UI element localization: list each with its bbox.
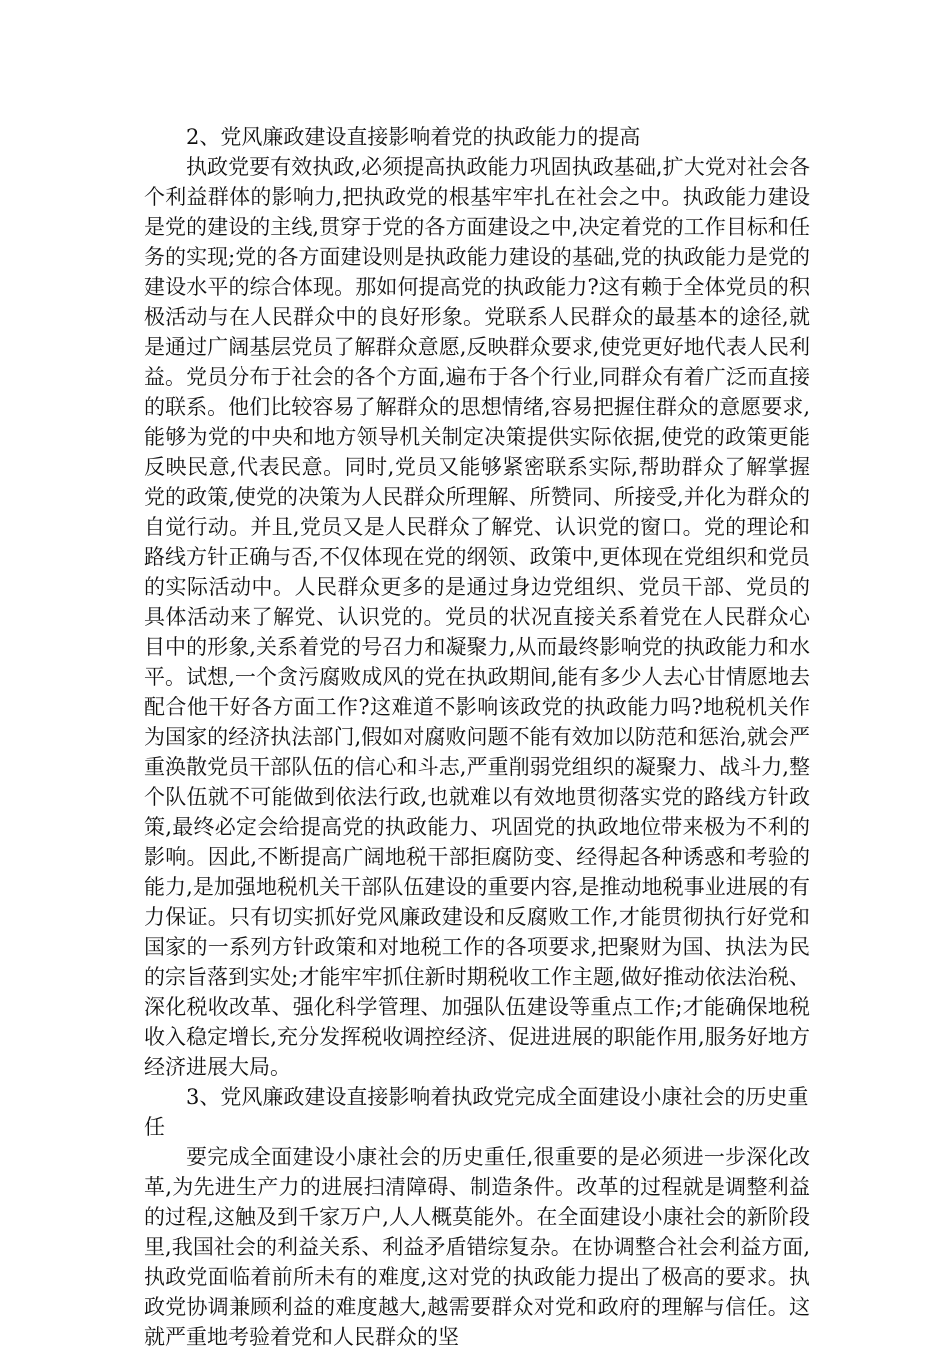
document-page xyxy=(144,122,810,1352)
section-2-paragraph: 执政党要有效执政,必须提高执政能力巩固执政基础,扩大党对社会各个利益群体的影响力,把执政党的根基牢牢扎在社会之中。执政能力建设是党的建设的主线,贯穿于党的各方面建设之中,决定着党的工作目标和任务的实现;党的各方面建设则是执政能力建设的基础,党的执政能力是党的建设水平的综合体现。那如何提高党的执政能力?这有赖于全体党员的积极活动与在人民群众中的良好形象。党联系人民群众的最基本的途径,就是通过广阔基层党员了解群众意愿,反映群众要求,使党更好地代表人民利益。党员分布于社会的各个方面,遍布于各个行业,同群众有着广泛而直接的联系。他们比较容易了解群众的思想情绪,容易把握住群众的意愿要求,能够为党的中央和地方领导机关制定决策提供实际依据,使党的政策更能反映民意,代表民意。同时,党员又能够紧密联系实际,帮助群众了解掌握党的政策,使党的决策为人民群众所理解、所赞同、所接受,并化为群众的自觉行动。并且,党员又是人民群众了解党、认识党的窗口。党的理论和路线方针正确与否,不仅体现在党的纲领、政策中,更体现在党组织和党员的实际活动中。人民群众更多的是通过身边党组织、党员干部、党员的具体活动来了解党、认识党的。党员的状况直接关系着党在人民群众心目中的形象,关系着党的号召力和凝聚力,从而最终影响党的执政能力和水平。试想,一个贪污腐败成风的党在执政期间,能有多少人去心甘情愿地去配合他干好各方面工作?这难道不影响该政党的执政能力吗?地税机关作为国家的经济执法部门,假如对腐败问题不能有效加以防范和惩治,就会严重涣散党员干部队伍的信心和斗志,严重削弱党组织的凝聚力、战斗力,整个队伍就不可能做到依法行政,也就难以有效地贯彻落实党的路线方针政策,最终必定会给提高党的执政能力、巩固党的执政地位带来极为不利的影响。因此,不断提高广阔地税干部拒腐防变、经得起各种诱惑和考验的能力,是加强地税机关干部队伍建设的重要内容,是推动地税事业进展的有力保证。只有切实抓好党风廉政建设和反腐败工作,才能贯彻执行好党和国家的一系列方针政策和对地税工作的各项要求,把聚财为国、执法为民的宗旨落到实处;才能牢牢抓住新时期税收工作主题,做好推动依法治税、深化税收改革、强化科学管理、加强队伍建设等重点工作;才能确保地税收入稳定增长,充分发挥税收调控经济、促进进展的职能作用,服务好地方经济进展大局。 xyxy=(144,155,810,1079)
section-3-heading: 3、党风廉政建设直接影响着执政党完成全面建设小康社会的历史重任 xyxy=(144,1085,809,1139)
section-3-paragraph: 要完成全面建设小康社会的历史重任,很重要的是必须进一步深化改革,为先进生产力的进展扫清障碍、制造条件。改革的过程就是调整利益的过程,这触及到千家万户,人人概莫能外。在全面建设小康社会的新阶段里,我国社会的利益关系、利益矛盾错综复杂。在协调整合社会利益方面,执政党面临着前所未有的难度,这对党的执政能力提出了极高的要求。执政党协调兼顾利益的难度越大,越需要群众对党和政府的理解与信任。这就严重地考验着党和人民群众的坚 xyxy=(144,1145,810,1349)
section-2-heading: 2、党风廉政建设直接影响着党的执政能力的提高 xyxy=(186,125,641,149)
